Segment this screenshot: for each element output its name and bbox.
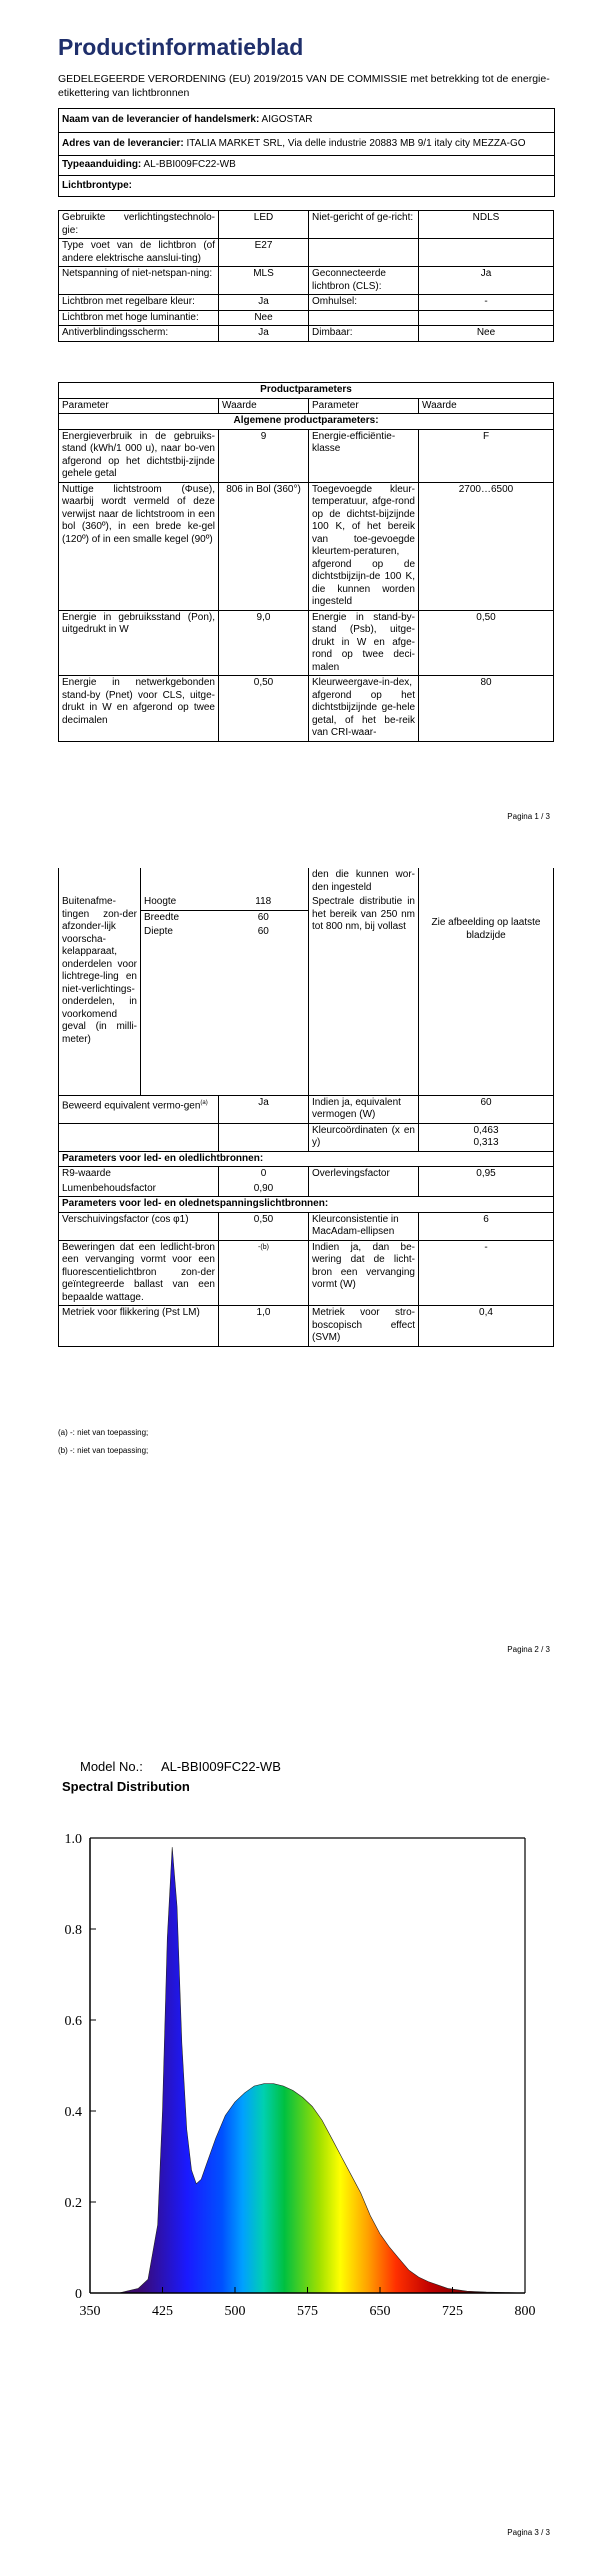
lighttype-row (59, 211, 554, 239)
lighttype-param-label: Lichtbron met regelbare kleur: (59, 295, 219, 311)
type-row (59, 156, 554, 176)
param-value: 0,50 (219, 676, 309, 742)
page-number: Pagina 1 / 3 (507, 812, 550, 821)
address-label: Adres van de leverancier: (62, 137, 184, 149)
params-table (58, 382, 554, 742)
width-value: 60 (219, 910, 309, 925)
params-table-continued (58, 868, 554, 1347)
footnote-a: (a) -: niet van toepassing; (58, 1428, 149, 1437)
lighttype-param-label: Lichtbron met hoge luminantie: (59, 310, 219, 326)
lighttype-param-value: MLS (219, 267, 309, 295)
lumen-value: 0,90 (219, 1182, 309, 1197)
lighttype-param2-value: - (419, 295, 554, 311)
page-2 (0, 833, 603, 1673)
address-value: ITALIA MARKET SRL, Via delle industrie 20883 MB 9/1 italy city MEZZA-GO (186, 137, 526, 149)
x-tick-label: 650 (369, 2304, 391, 2319)
consistency-value: 6 (419, 1212, 554, 1240)
lighttype-param2-value: NDLS (419, 211, 554, 239)
fl-claim2-value: - (419, 1240, 554, 1306)
param2-value: F (419, 429, 554, 482)
col-header-value-2: Waarde (419, 398, 554, 414)
depth-label: Diepte (141, 925, 219, 1095)
x-value: 0,463 (473, 1124, 499, 1136)
lighttype-param2-label: Niet-gericht of ge-richt: (309, 211, 419, 239)
xy-label: Kleurcoördinaten (x en y) (309, 1123, 419, 1151)
param2-label: Toegevoegde kleur-temperatuur, afge-rond op de dichtst-bijzijnde 100 K, of het bereik van toe-gevoegde kleurtem-peraturen, afgerond op de dichtstbijzijn-de 100 K, die kunnen worden ingesteld (309, 482, 419, 610)
lighttype-param-value: LED (219, 211, 309, 239)
lumen-label: Lumenbehoudsfactor (59, 1182, 219, 1197)
document-title: Productinformatieblad (58, 34, 304, 60)
claim-w-label: Indien ja, equivalent vermogen (W) (309, 1095, 419, 1123)
document-subtitle: GEDELEGEERDE VERORDENING (EU) 2019/2015 VAN DE COMMISSIE met betrekking tot de energie-etikettering van lichtbronnen (58, 73, 550, 99)
shift-value: 0,50 (219, 1212, 309, 1240)
general-params-title: Algemene productparameters: (59, 414, 554, 430)
param-row (59, 610, 554, 676)
page-number: Pagina 3 / 3 (507, 2528, 550, 2537)
fl-claim-label: Beweringen dat een ledlicht-bron een vervanging vormt voor een fluorescentielichtbron zon-der geïntegreerde ballast van een bepaalde wattage. (59, 1240, 219, 1306)
param-label: Energieverbruik in de gebruiks-stand (kWh/1 000 u), naar bo-ven afgerond op het dichtstbij-zijnde gehele getal (59, 429, 219, 482)
type-value: AL-BBI009FC22-WB (143, 159, 236, 170)
claim-label-cell (59, 1095, 219, 1123)
xy-values (419, 1123, 554, 1151)
pst-label: Metriek voor flikkering (Pst LM) (59, 1306, 219, 1347)
y-tick-label: 1.0 (64, 1832, 82, 1847)
lighttype-param2-value (419, 310, 554, 326)
lighttype-param2-value: Nee (419, 326, 554, 342)
y-tick-label: 0.8 (64, 1923, 82, 1938)
col-header-value: Waarde (219, 398, 309, 414)
x-tick-label: 500 (224, 2304, 246, 2319)
param2-value: 2700…6500 (419, 482, 554, 610)
cri-continued: den die kunnen wor-den ingesteld (309, 868, 419, 895)
fl-claim-value: -(b) (219, 1240, 309, 1306)
r9-label: R9-waarde (59, 1167, 219, 1182)
x-tick-label: 725 (442, 2304, 463, 2319)
led-params-title: Parameters voor led- en oledlichtbronnen: (59, 1151, 554, 1167)
col-header-param-2: Parameter (309, 398, 419, 414)
fl-claim2-label: Indien ja, dan be-wering dat de licht-bron een vervanging vormt (W) (309, 1240, 419, 1306)
consistency-label: Kleurconsistentie in MacAdam-ellipsen (309, 1212, 419, 1240)
supplier-row (59, 109, 554, 132)
lighttype-param-label: Gebruikte verlichtingstechnolo-gie: (59, 211, 219, 239)
height-label: Hoogte (141, 895, 219, 910)
lighttype-param2-value: Ja (419, 267, 554, 295)
lighttype-param-value: E27 (219, 239, 309, 267)
claim-w-value: 60 (480, 1096, 492, 1108)
lighttype-param-label: Type voet van de lichtbron (of andere elektrische aanslui-ting) (59, 239, 219, 267)
param-label: Energie in netwerkgebonden stand-by (Pnet) voor CLS, uitge-drukt in W en afgerond op twee decimalen (59, 676, 219, 742)
lighttype-row (59, 267, 554, 295)
page-number: Pagina 2 / 3 (507, 1645, 550, 1654)
spectral-label: Spectrale distributie in het bereik van 250 nm tot 800 nm, bij vollast (309, 895, 419, 1095)
shift-label: Verschuivingsfactor (cos φ1) (59, 1212, 219, 1240)
lighttype-param2-label: Omhulsel: (309, 295, 419, 311)
survival-label: Overlevingsfactor (309, 1167, 419, 1182)
lighttype-param-value: Ja (219, 295, 309, 311)
lighttype-param2-label: Geconnecteerde lichtbron (CLS): (309, 267, 419, 295)
footnote-b: (b) -: niet van toepassing; (58, 1446, 149, 1455)
lighttype-param2-label (309, 239, 419, 267)
y-tick-label: 0.4 (64, 2105, 82, 2120)
param-label: Energie in gebruiksstand (Pon), uitgedrukt in W (59, 610, 219, 676)
page-3 (0, 1673, 603, 2560)
x-tick-label: 425 (152, 2304, 173, 2319)
param-value: 806 in Bol (360°) (219, 482, 309, 610)
lighttype-param-value: Nee (219, 310, 309, 326)
address-row (59, 132, 554, 156)
r9-value: 0 (219, 1167, 309, 1182)
type-label: Typeaanduiding: (62, 159, 142, 170)
claim-value: Ja (219, 1095, 309, 1123)
depth-value: 60 (219, 925, 309, 1095)
x-tick-label: 800 (514, 2304, 536, 2319)
param2-value: 0,50 (419, 610, 554, 676)
supplier-value: AIGOSTAR (261, 114, 313, 125)
width-label: Breedte (144, 911, 180, 923)
lighttype-param2-label: Dimbaar: (309, 326, 419, 342)
spectral-value: Zie afbeelding op laatste bladzijde (419, 895, 554, 1095)
param2-label: Energie in stand-by-stand (Psb), uitge-drukt in W en afge-rond op twee deci-malen (309, 610, 419, 676)
page-1 (0, 0, 603, 833)
claim-sup: (a) (200, 1099, 208, 1106)
param-row (59, 482, 554, 610)
dims-label: Buitenafme-tingen zon-der afzonder-lijk voorscha-kelapparaat, onderdelen voor lichtrege-ling en niet-verlichtings-onderdelen, in voorkomend geval (in milli-meter) (59, 895, 141, 1095)
param-value: 9,0 (219, 610, 309, 676)
lighttype-param-value: Ja (219, 326, 309, 342)
param2-value: 80 (419, 676, 554, 742)
y-tick-label: 0.2 (64, 2196, 82, 2211)
param2-label: Energie-efficiëntie-klasse (309, 429, 419, 482)
svm-label: Metriek voor stro-boscopisch effect (SVM) (309, 1306, 419, 1347)
param2-label: Kleurweergave-in-dex, afgerond op het dichtstbijzijnde ge-hele getal, of het be-reik van CRI-waar- (309, 676, 419, 742)
claim-label: Beweerd equivalent vermo-gen (62, 1099, 201, 1111)
height-value: 118 (219, 895, 309, 910)
x-tick-label: 575 (297, 2304, 318, 2319)
param-row (59, 429, 554, 482)
lighttype-row (59, 175, 554, 196)
y-value: 0,313 (473, 1137, 499, 1148)
chart-title: Spectral Distribution (62, 1779, 190, 1794)
mains-params-title: Parameters voor led- en olednetspanningslichtbronnen: (59, 1197, 554, 1213)
dims-spacer (59, 868, 141, 895)
lighttype-param2-value (419, 239, 554, 267)
supplier-block (58, 108, 555, 197)
supplier-label: Naam van de leverancier of handelsmerk: (62, 114, 260, 125)
param-value: 9 (219, 429, 309, 482)
model-line (80, 1759, 281, 1774)
params-section-title: Productparameters (59, 383, 554, 399)
lighttype-row (59, 326, 554, 342)
lighttype-param2-label (309, 310, 419, 326)
lighttype-row (59, 295, 554, 311)
lighttype-param-label: Netspanning of niet-netspan-ning: (59, 267, 219, 295)
y-tick-label: 0 (75, 2287, 82, 2302)
model-value: AL-BBI009FC22-WB (160, 1759, 281, 1774)
x-tick-label: 350 (79, 2304, 101, 2319)
lighttype-row (59, 310, 554, 326)
spectrum-area (90, 1847, 525, 2293)
spectral-chart (0, 1803, 603, 2323)
lighttype-label: Lichtbrontype: (62, 179, 132, 191)
param-label: Nuttige lichtstroom (Φuse), waarbij wordt vermeld of deze verwijst naar de lichtstroom in een bol (360º), in een brede ke-gel (120º) of in een smalle kegel (90º) (59, 482, 219, 610)
param-row (59, 676, 554, 742)
pst-value: 1,0 (219, 1306, 309, 1347)
col-header-param: Parameter (59, 398, 219, 414)
lighttype-table (58, 210, 554, 342)
lighttype-param-label: Antiverblindingsscherm: (59, 326, 219, 342)
svm-value: 0,4 (419, 1306, 554, 1347)
survival-value: 0,95 (419, 1167, 554, 1182)
model-label: Model No.: (80, 1759, 143, 1774)
y-tick-label: 0.6 (64, 2014, 82, 2029)
lighttype-row (59, 239, 554, 267)
